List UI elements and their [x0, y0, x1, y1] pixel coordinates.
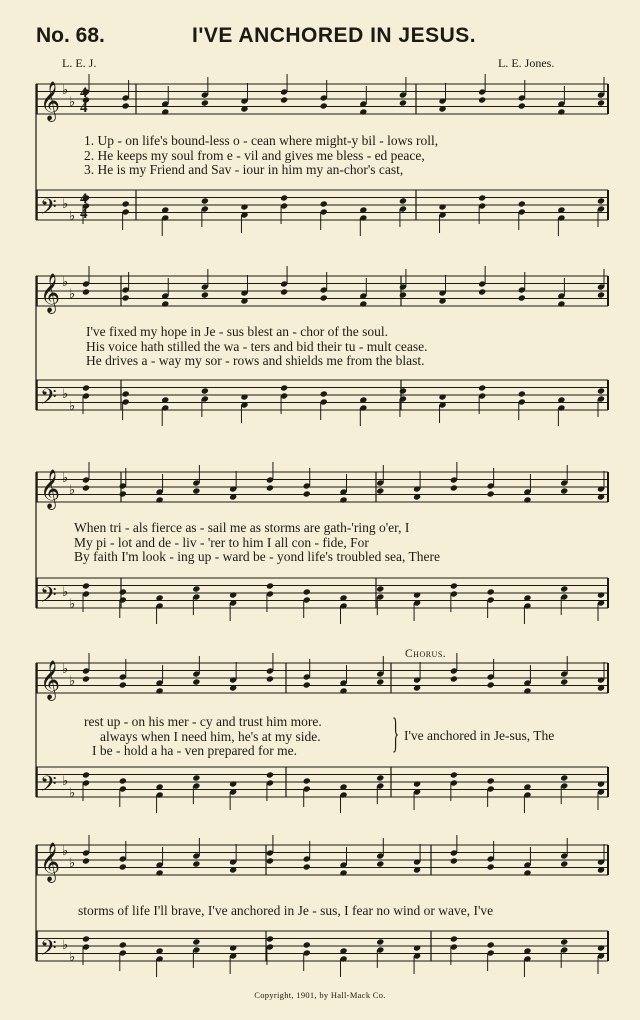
copyright-notice: Copyright, 1901, by Hall-Mack Co. [254, 990, 386, 1000]
notehead [82, 384, 90, 391]
notehead [303, 681, 311, 688]
notehead [119, 681, 127, 688]
flat-sign: ♭ [69, 94, 76, 109]
notehead [399, 197, 407, 204]
notehead [478, 384, 486, 391]
flat-sign: ♭ [69, 949, 76, 964]
notehead [487, 681, 495, 688]
notehead [376, 860, 384, 867]
notehead [155, 496, 163, 503]
notehead [155, 869, 163, 876]
lyric-verse-2: His voice hath stilled the wa - ters and bid their tu - mult cease. [86, 338, 428, 354]
notehead [518, 102, 526, 109]
notehead [597, 944, 605, 951]
time-signature-digit: 4 [80, 85, 88, 101]
lyric-verse-1: When tri - als fierce as - sail me as storms are gath-'ring o'er, I [74, 520, 410, 535]
notehead [450, 935, 458, 942]
treble-clef: 𝄞 [40, 660, 61, 700]
music-system-2 [36, 262, 610, 432]
flat-sign: ♭ [62, 773, 69, 788]
treble-clef: 𝄞 [40, 273, 61, 313]
notehead [122, 390, 130, 397]
notehead [339, 496, 347, 503]
flat-sign: ♭ [69, 208, 76, 223]
lyric-verse-1: storms of life I'll brave, I've anchored in Je - sus, I fear no wind or wave, I've [78, 903, 494, 918]
notehead [280, 96, 288, 103]
bass-clef: 𝄢 [40, 385, 57, 415]
music-system-5 [36, 835, 610, 985]
notehead [359, 108, 367, 115]
notehead [518, 390, 526, 397]
flat-sign: ♭ [62, 196, 69, 211]
notehead [359, 300, 367, 307]
music-system-1 [36, 72, 610, 242]
notehead [478, 288, 486, 295]
notehead [478, 96, 486, 103]
notehead [201, 387, 209, 394]
flat-sign: ♭ [62, 937, 69, 952]
notehead [155, 687, 163, 694]
flat-sign: ♭ [62, 386, 69, 401]
notehead [161, 108, 169, 115]
notehead [413, 780, 421, 787]
flat-sign: ♭ [69, 673, 76, 688]
notehead [192, 860, 200, 867]
notehead [597, 780, 605, 787]
notehead [303, 777, 311, 784]
flat-sign: ♭ [62, 843, 69, 858]
notehead [399, 291, 407, 298]
lyric-verse-1: 1. Up - on life's bound-less o - cean where might-y bil - lows roll, [84, 133, 439, 148]
treble-clef: 𝄞 [40, 469, 61, 509]
notehead [192, 938, 200, 945]
notehead [450, 771, 458, 778]
words-credit: L. E. J. [62, 56, 97, 70]
notehead [82, 484, 90, 491]
treble-clef: 𝄞 [40, 842, 61, 882]
notehead [266, 771, 274, 778]
lyric-verse-2: always when I need him, he's at my side. [100, 728, 321, 744]
notehead [339, 869, 347, 876]
hymn-title: I'VE ANCHORED IN JESUS. [192, 24, 477, 47]
notehead [376, 774, 384, 781]
notehead [487, 941, 495, 948]
flat-sign: ♭ [69, 398, 76, 413]
flat-sign: ♭ [69, 482, 76, 497]
notehead [560, 774, 568, 781]
notehead [320, 294, 328, 301]
notehead [119, 588, 127, 595]
notehead [201, 291, 209, 298]
notehead [119, 941, 127, 948]
notehead [192, 774, 200, 781]
notehead [376, 678, 384, 685]
flat-sign: ♭ [62, 584, 69, 599]
notehead [82, 935, 90, 942]
notehead [161, 300, 169, 307]
notehead [320, 200, 328, 207]
notehead [266, 582, 274, 589]
notehead [560, 678, 568, 685]
notehead [518, 200, 526, 207]
notehead [523, 687, 531, 694]
music-credit: L. E. Jones. [498, 56, 555, 70]
notehead [450, 484, 458, 491]
lyric-verse-3: By faith I'm look - ing up - ward be - yond life's troubled sea, There [74, 549, 441, 564]
music-system-4 [36, 655, 610, 815]
notehead [192, 678, 200, 685]
notehead [303, 863, 311, 870]
notehead [487, 863, 495, 870]
notehead [192, 487, 200, 494]
notehead [266, 935, 274, 942]
notehead [597, 291, 605, 298]
notehead [266, 484, 274, 491]
notehead [560, 487, 568, 494]
notehead [119, 490, 127, 497]
notehead [119, 777, 127, 784]
notehead [523, 496, 531, 503]
notehead [229, 591, 237, 598]
notehead [240, 393, 248, 400]
notehead [597, 197, 605, 204]
notehead [399, 99, 407, 106]
notehead [82, 288, 90, 295]
chorus-label: Chorus. [405, 648, 447, 660]
notehead [320, 102, 328, 109]
chorus-lyric: I've anchored in Je-sus, The [404, 728, 555, 743]
notehead [597, 387, 605, 394]
notehead [560, 860, 568, 867]
flat-sign: ♭ [62, 661, 69, 676]
notehead [266, 857, 274, 864]
notehead [597, 99, 605, 106]
notehead [201, 99, 209, 106]
notehead [229, 944, 237, 951]
lyric-verse-3: 3. He is my Friend and Sav - iour in him my an-chor's cast, [84, 162, 404, 177]
notehead [376, 938, 384, 945]
notehead [523, 869, 531, 876]
notehead [487, 490, 495, 497]
notehead [280, 384, 288, 391]
notehead [280, 288, 288, 295]
lyrics-block [36, 904, 640, 919]
flat-sign: ♭ [62, 274, 69, 289]
notehead [240, 203, 248, 210]
notehead [450, 857, 458, 864]
notehead [119, 863, 127, 870]
time-signature-digit: 4 [80, 191, 88, 207]
notehead [122, 294, 130, 301]
notehead [413, 591, 421, 598]
notehead [487, 588, 495, 595]
bass-clef: 𝄢 [40, 936, 57, 966]
notehead [192, 585, 200, 592]
notehead [560, 585, 568, 592]
time-signature-digit: 4 [80, 100, 88, 116]
flat-sign: ♭ [69, 855, 76, 870]
bass-clef: 𝄢 [40, 195, 57, 225]
notehead [399, 387, 407, 394]
notehead [376, 487, 384, 494]
lyric-verse-3: He drives a - way my sor - rows and shields me from the blast. [86, 353, 425, 368]
notehead [478, 194, 486, 201]
lyric-verse-1: rest up - on his mer - cy and trust him more. [84, 714, 322, 729]
lyric-verse-1: I've fixed my hope in Je - sus blest an - chor of the soul. [86, 324, 388, 339]
flat-sign: ♭ [62, 470, 69, 485]
lyric-verse-3: I be - hold a ha - ven prepared for me. [92, 743, 298, 758]
notehead [122, 200, 130, 207]
lyric-verse-2: My pi - lot and de - liv - 'rer to him I all con - fide, For [74, 534, 369, 550]
notehead [518, 294, 526, 301]
hymn-number: No. 68. [36, 24, 105, 47]
flat-sign: ♭ [69, 286, 76, 301]
verse-brace: } [392, 711, 400, 757]
notehead [82, 857, 90, 864]
notehead [413, 944, 421, 951]
notehead [487, 777, 495, 784]
lyrics-block [36, 134, 640, 178]
notehead [303, 588, 311, 595]
bass-clef: 𝄢 [40, 583, 57, 613]
lyrics-block [36, 521, 640, 565]
notehead [201, 197, 209, 204]
notehead [560, 938, 568, 945]
notehead [229, 780, 237, 787]
bass-clef: 𝄢 [40, 772, 57, 802]
notehead [320, 390, 328, 397]
notehead [303, 490, 311, 497]
notehead [82, 675, 90, 682]
flat-sign: ♭ [69, 596, 76, 611]
notehead [450, 582, 458, 589]
flat-sign: ♭ [69, 785, 76, 800]
lyric-verse-2: 2. He keeps my soul from e - vil and gives me bless - ed peace, [84, 147, 425, 163]
treble-clef: 𝄞 [40, 81, 61, 121]
notehead [376, 585, 384, 592]
notehead [557, 300, 565, 307]
lyrics-block [36, 325, 640, 369]
notehead [122, 102, 130, 109]
time-signature-digit: 4 [80, 206, 88, 222]
notehead [597, 591, 605, 598]
notehead [557, 108, 565, 115]
notehead [339, 687, 347, 694]
notehead [438, 203, 446, 210]
notehead [82, 582, 90, 589]
notehead [438, 393, 446, 400]
notehead [303, 941, 311, 948]
notehead [266, 675, 274, 682]
notehead [280, 194, 288, 201]
flat-sign: ♭ [62, 82, 69, 97]
notehead [82, 771, 90, 778]
music-system-3 [36, 452, 610, 627]
notehead [450, 675, 458, 682]
